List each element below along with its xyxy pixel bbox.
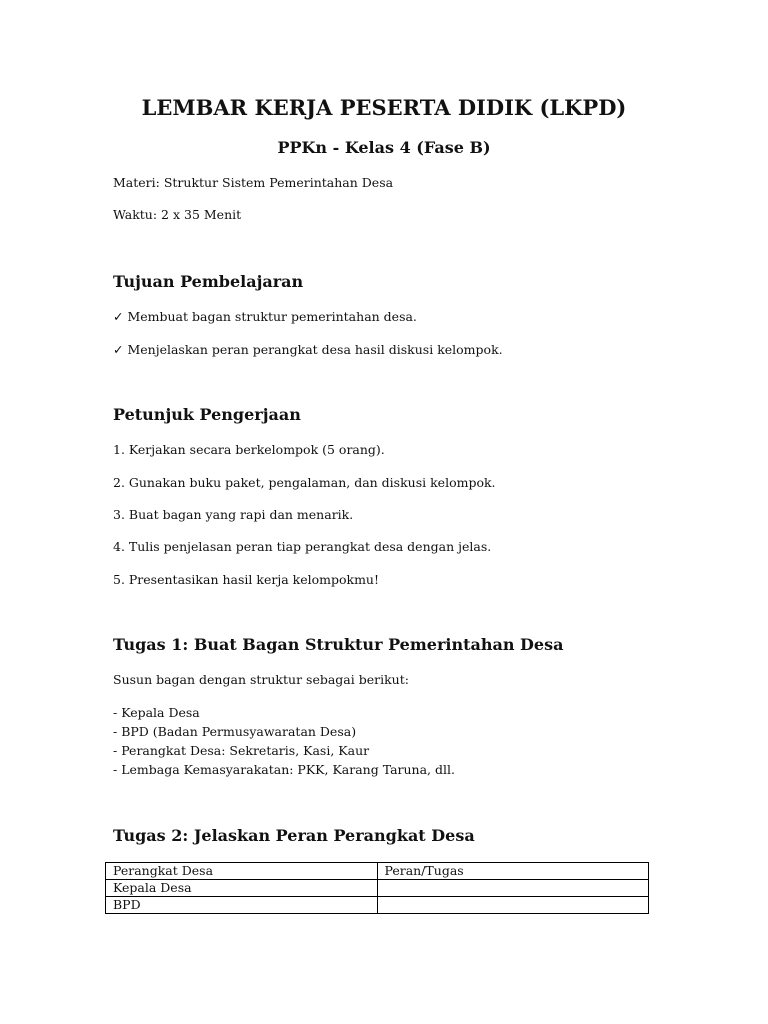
petunjuk-item: 1. Kerjakan secara berkelompok (5 orang).	[113, 442, 385, 457]
table-header-cell: Perangkat Desa	[106, 863, 378, 880]
table-row	[106, 897, 649, 914]
petunjuk-item: 5. Presentasikan hasil kerja kelompokmu!	[113, 572, 379, 587]
list-item: - Lembaga Kemasyarakatan: PKK, Karang Taruna, dll.	[113, 762, 455, 777]
tujuan-heading: Tujuan Pembelajaran	[113, 272, 304, 291]
table-cell-empty[interactable]	[377, 880, 649, 897]
table-cell-empty[interactable]	[377, 897, 649, 914]
tugas1-intro: Susun bagan dengan struktur sebagai berikut:	[113, 672, 409, 687]
table-header-row	[106, 863, 649, 880]
table-row	[106, 880, 649, 897]
petunjuk-heading: Petunjuk Pengerjaan	[113, 405, 301, 424]
list-item: - BPD (Badan Permusyawaratan Desa)	[113, 724, 357, 739]
list-item: - Perangkat Desa: Sekretaris, Kasi, Kaur	[113, 743, 370, 758]
list-item: - Kepala Desa	[113, 705, 200, 720]
tugas1-heading: Tugas 1: Buat Bagan Struktur Pemerintahan Desa	[113, 635, 564, 654]
tujuan-item: ✓ Membuat bagan struktur pemerintahan desa.	[113, 309, 417, 324]
materi-line: Materi: Struktur Sistem Pemerintahan Desa	[113, 175, 394, 190]
table-header-cell: Peran/Tugas	[377, 863, 649, 880]
table-cell: Kepala Desa	[106, 880, 378, 897]
table-cell: BPD	[106, 897, 378, 914]
tujuan-item: ✓ Menjelaskan peran perangkat desa hasil diskusi kelompok.	[113, 342, 503, 357]
petunjuk-item: 4. Tulis penjelasan peran tiap perangkat desa dengan jelas.	[113, 539, 492, 554]
petunjuk-item: 2. Gunakan buku paket, pengalaman, dan diskusi kelompok.	[113, 475, 496, 490]
petunjuk-item: 3. Buat bagan yang rapi dan menarik.	[113, 507, 354, 522]
tugas2-heading: Tugas 2: Jelaskan Peran Perangkat Desa	[113, 826, 475, 845]
waktu-line: Waktu: 2 x 35 Menit	[113, 207, 242, 222]
roles-table	[105, 862, 649, 914]
document-title: LEMBAR KERJA PESERTA DIDIK (LKPD)	[141, 95, 627, 120]
document-subtitle: PPKn - Kelas 4 (Fase B)	[277, 138, 491, 157]
tugas1-list	[113, 703, 455, 779]
